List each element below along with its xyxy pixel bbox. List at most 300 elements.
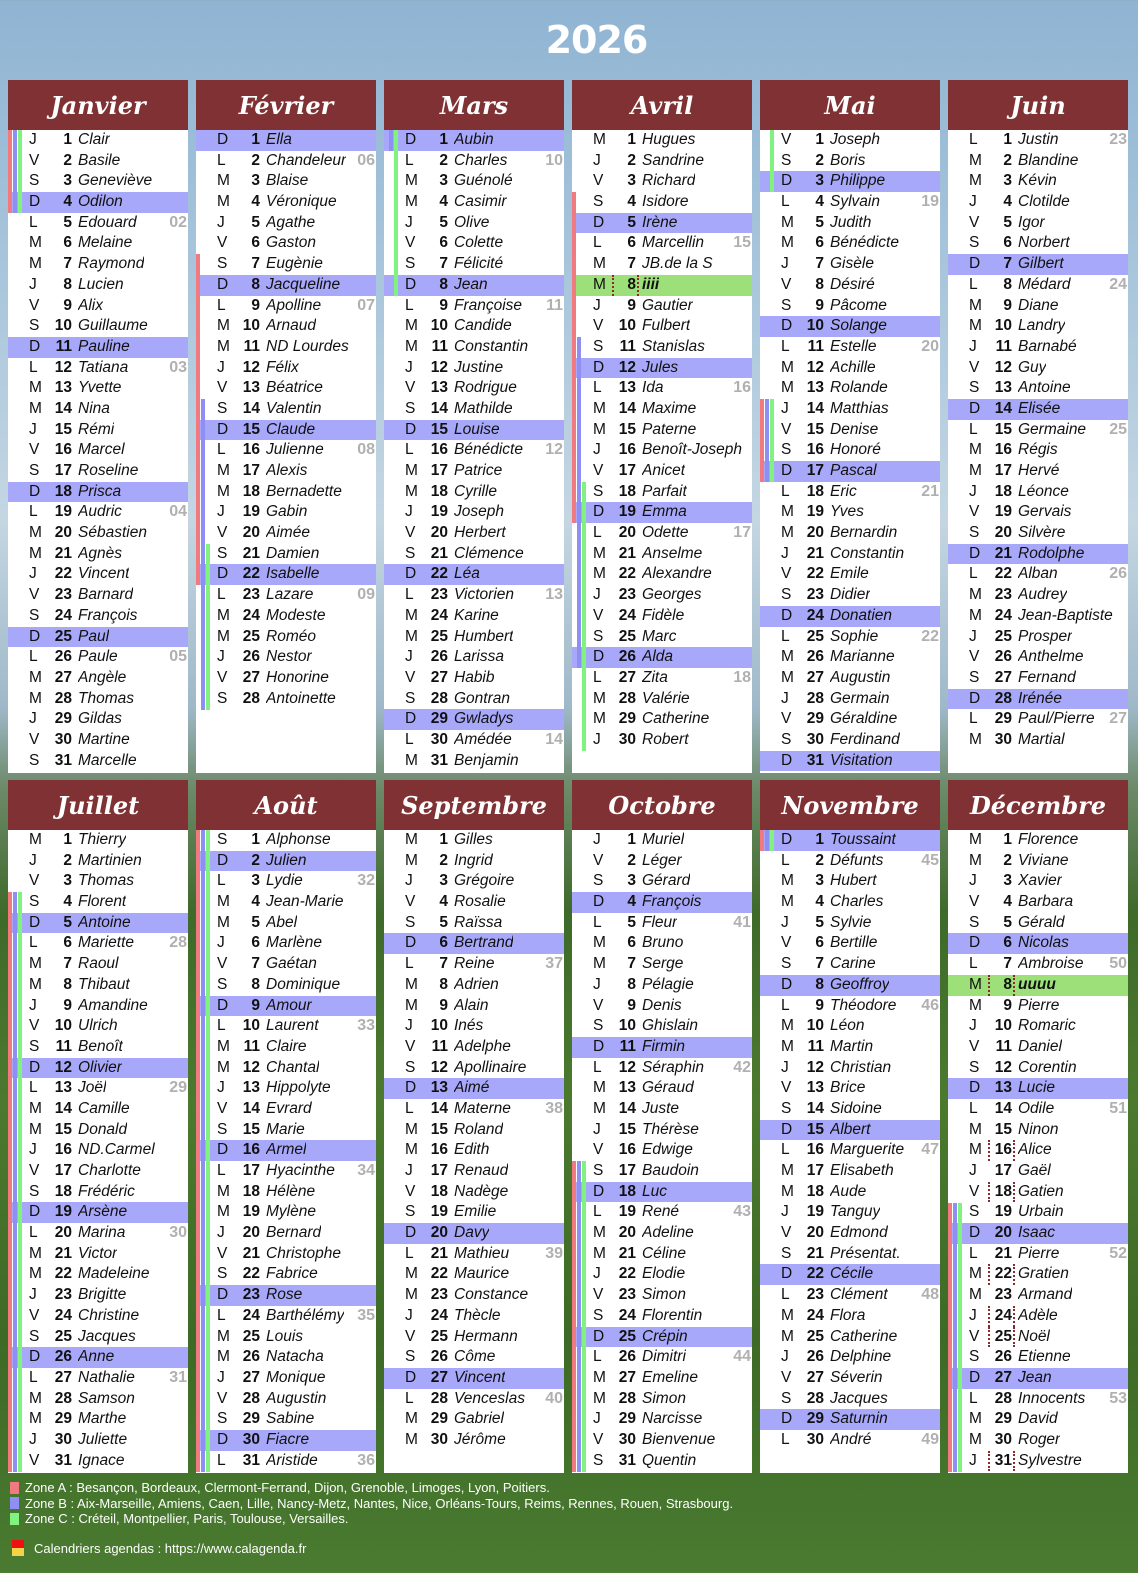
day-row[interactable] bbox=[948, 130, 1128, 151]
day-row[interactable] bbox=[8, 420, 188, 441]
day-row[interactable] bbox=[8, 192, 188, 213]
day-row[interactable] bbox=[948, 151, 1128, 172]
day-row[interactable] bbox=[384, 296, 564, 317]
day-row[interactable] bbox=[948, 213, 1128, 234]
day-row[interactable] bbox=[948, 544, 1128, 565]
day-row[interactable] bbox=[8, 1347, 188, 1368]
day-row[interactable] bbox=[8, 585, 188, 606]
day-row[interactable] bbox=[384, 585, 564, 606]
day-row[interactable] bbox=[760, 1368, 940, 1389]
day-row[interactable] bbox=[760, 337, 940, 358]
day-row[interactable] bbox=[572, 1223, 752, 1244]
day-row[interactable] bbox=[572, 1058, 752, 1079]
day-row[interactable] bbox=[760, 523, 940, 544]
day-row[interactable] bbox=[8, 1099, 188, 1120]
day-row[interactable] bbox=[948, 564, 1128, 585]
day-row[interactable] bbox=[384, 996, 564, 1017]
day-row[interactable] bbox=[8, 482, 188, 503]
day-row[interactable] bbox=[384, 151, 564, 172]
day-row[interactable] bbox=[572, 871, 752, 892]
day-row[interactable] bbox=[948, 1099, 1128, 1120]
day-row[interactable] bbox=[196, 1306, 376, 1327]
day-row[interactable] bbox=[572, 1389, 752, 1410]
day-row[interactable] bbox=[572, 913, 752, 934]
day-row[interactable] bbox=[8, 130, 188, 151]
day-row[interactable] bbox=[384, 689, 564, 710]
day-row[interactable] bbox=[572, 502, 752, 523]
day-row[interactable] bbox=[760, 482, 940, 503]
day-row[interactable] bbox=[8, 1078, 188, 1099]
day-row[interactable] bbox=[196, 1120, 376, 1141]
day-row[interactable] bbox=[572, 1368, 752, 1389]
day-row[interactable] bbox=[384, 871, 564, 892]
day-row[interactable] bbox=[948, 482, 1128, 503]
day-row[interactable] bbox=[572, 1016, 752, 1037]
day-row[interactable] bbox=[384, 233, 564, 254]
day-row[interactable] bbox=[384, 1430, 564, 1451]
day-row[interactable] bbox=[8, 213, 188, 234]
day-row[interactable] bbox=[384, 1058, 564, 1079]
day-row[interactable] bbox=[384, 316, 564, 337]
day-row[interactable] bbox=[760, 564, 940, 585]
day-row[interactable] bbox=[384, 378, 564, 399]
day-row[interactable] bbox=[8, 1389, 188, 1410]
day-row[interactable] bbox=[572, 399, 752, 420]
day-row[interactable] bbox=[572, 1037, 752, 1058]
day-row[interactable] bbox=[384, 171, 564, 192]
day-row[interactable] bbox=[948, 1078, 1128, 1099]
day-row[interactable] bbox=[572, 996, 752, 1017]
day-row[interactable] bbox=[8, 933, 188, 954]
day-row[interactable] bbox=[8, 1202, 188, 1223]
day-row[interactable] bbox=[948, 1223, 1128, 1244]
day-row[interactable] bbox=[384, 851, 564, 872]
day-row[interactable] bbox=[948, 171, 1128, 192]
day-row[interactable] bbox=[8, 440, 188, 461]
day-row[interactable] bbox=[760, 1120, 940, 1141]
day-row[interactable] bbox=[572, 1120, 752, 1141]
day-row[interactable] bbox=[8, 316, 188, 337]
day-row[interactable] bbox=[8, 871, 188, 892]
day-row[interactable] bbox=[384, 606, 564, 627]
day-row[interactable] bbox=[948, 1037, 1128, 1058]
day-row[interactable] bbox=[760, 502, 940, 523]
footer-link[interactable]: Calendriers agendas : https://www.calagenda.fr bbox=[34, 1540, 307, 1556]
day-row[interactable] bbox=[196, 1244, 376, 1265]
day-row[interactable] bbox=[760, 996, 940, 1017]
day-row[interactable] bbox=[384, 913, 564, 934]
day-row[interactable] bbox=[948, 1016, 1128, 1037]
day-row[interactable] bbox=[384, 1120, 564, 1141]
day-row[interactable] bbox=[196, 1223, 376, 1244]
day-row[interactable] bbox=[948, 233, 1128, 254]
day-row[interactable] bbox=[948, 1285, 1128, 1306]
day-row[interactable] bbox=[196, 627, 376, 648]
day-row[interactable] bbox=[760, 1430, 940, 1451]
day-row[interactable] bbox=[760, 1016, 940, 1037]
day-row[interactable] bbox=[948, 440, 1128, 461]
day-row[interactable] bbox=[760, 1223, 940, 1244]
day-row[interactable] bbox=[384, 892, 564, 913]
day-row[interactable] bbox=[196, 1327, 376, 1348]
day-row[interactable] bbox=[8, 730, 188, 751]
day-row[interactable] bbox=[948, 1058, 1128, 1079]
day-row[interactable] bbox=[384, 1347, 564, 1368]
day-row[interactable] bbox=[948, 337, 1128, 358]
day-row[interactable] bbox=[8, 975, 188, 996]
day-row[interactable] bbox=[948, 420, 1128, 441]
day-row[interactable] bbox=[384, 461, 564, 482]
day-row[interactable] bbox=[196, 296, 376, 317]
day-row[interactable] bbox=[196, 1016, 376, 1037]
day-row[interactable] bbox=[572, 358, 752, 379]
day-row[interactable] bbox=[760, 1140, 940, 1161]
day-row[interactable] bbox=[760, 689, 940, 710]
day-row[interactable] bbox=[572, 233, 752, 254]
day-row[interactable] bbox=[196, 316, 376, 337]
day-row[interactable] bbox=[760, 1389, 940, 1410]
day-row[interactable] bbox=[760, 1306, 940, 1327]
day-row[interactable] bbox=[8, 709, 188, 730]
day-row[interactable] bbox=[8, 378, 188, 399]
day-row[interactable] bbox=[384, 482, 564, 503]
day-row[interactable] bbox=[384, 1099, 564, 1120]
day-row[interactable] bbox=[8, 1140, 188, 1161]
day-row[interactable] bbox=[196, 830, 376, 851]
day-row[interactable] bbox=[384, 564, 564, 585]
day-row[interactable] bbox=[760, 1058, 940, 1079]
day-row[interactable] bbox=[196, 1037, 376, 1058]
day-row[interactable] bbox=[196, 544, 376, 565]
day-row[interactable] bbox=[196, 564, 376, 585]
day-row[interactable] bbox=[760, 151, 940, 172]
day-row[interactable] bbox=[572, 975, 752, 996]
day-row[interactable] bbox=[948, 1202, 1128, 1223]
day-row[interactable] bbox=[572, 1182, 752, 1203]
day-row[interactable] bbox=[196, 440, 376, 461]
day-row[interactable] bbox=[8, 358, 188, 379]
day-row[interactable] bbox=[384, 358, 564, 379]
day-row[interactable] bbox=[384, 399, 564, 420]
day-row[interactable] bbox=[8, 544, 188, 565]
day-row[interactable] bbox=[948, 275, 1128, 296]
day-row[interactable] bbox=[948, 606, 1128, 627]
day-row[interactable] bbox=[8, 851, 188, 872]
day-row[interactable] bbox=[948, 1451, 1128, 1472]
day-row[interactable] bbox=[948, 996, 1128, 1017]
day-row[interactable] bbox=[8, 275, 188, 296]
day-row[interactable] bbox=[572, 275, 752, 296]
day-row[interactable] bbox=[948, 254, 1128, 275]
day-row[interactable] bbox=[948, 933, 1128, 954]
day-row[interactable] bbox=[760, 1037, 940, 1058]
day-row[interactable] bbox=[572, 482, 752, 503]
day-row[interactable] bbox=[196, 668, 376, 689]
day-row[interactable] bbox=[948, 378, 1128, 399]
day-row[interactable] bbox=[948, 502, 1128, 523]
day-row[interactable] bbox=[196, 130, 376, 151]
day-row[interactable] bbox=[384, 130, 564, 151]
day-row[interactable] bbox=[948, 461, 1128, 482]
day-row[interactable] bbox=[196, 1099, 376, 1120]
day-row[interactable] bbox=[196, 1140, 376, 1161]
day-row[interactable] bbox=[196, 1161, 376, 1182]
day-row[interactable] bbox=[196, 1202, 376, 1223]
day-row[interactable] bbox=[572, 1306, 752, 1327]
day-row[interactable] bbox=[384, 337, 564, 358]
day-row[interactable] bbox=[572, 830, 752, 851]
day-row[interactable] bbox=[572, 378, 752, 399]
day-row[interactable] bbox=[196, 1347, 376, 1368]
day-row[interactable] bbox=[572, 892, 752, 913]
day-row[interactable] bbox=[572, 1202, 752, 1223]
day-row[interactable] bbox=[196, 358, 376, 379]
day-row[interactable] bbox=[8, 1037, 188, 1058]
day-row[interactable] bbox=[8, 1244, 188, 1265]
day-row[interactable] bbox=[572, 523, 752, 544]
day-row[interactable] bbox=[572, 337, 752, 358]
day-row[interactable] bbox=[760, 378, 940, 399]
day-row[interactable] bbox=[8, 668, 188, 689]
day-row[interactable] bbox=[572, 1451, 752, 1472]
day-row[interactable] bbox=[572, 1099, 752, 1120]
day-row[interactable] bbox=[572, 171, 752, 192]
day-row[interactable] bbox=[948, 954, 1128, 975]
day-row[interactable] bbox=[8, 1285, 188, 1306]
day-row[interactable] bbox=[8, 689, 188, 710]
day-row[interactable] bbox=[196, 1368, 376, 1389]
day-row[interactable] bbox=[384, 502, 564, 523]
day-row[interactable] bbox=[384, 709, 564, 730]
day-row[interactable] bbox=[760, 171, 940, 192]
day-row[interactable] bbox=[760, 851, 940, 872]
day-row[interactable] bbox=[948, 1182, 1128, 1203]
day-row[interactable] bbox=[8, 1223, 188, 1244]
day-row[interactable] bbox=[8, 1368, 188, 1389]
day-row[interactable] bbox=[384, 1285, 564, 1306]
day-row[interactable] bbox=[760, 830, 940, 851]
day-row[interactable] bbox=[760, 1327, 940, 1348]
day-row[interactable] bbox=[572, 564, 752, 585]
day-row[interactable] bbox=[384, 1037, 564, 1058]
day-row[interactable] bbox=[196, 192, 376, 213]
day-row[interactable] bbox=[196, 996, 376, 1017]
day-row[interactable] bbox=[760, 461, 940, 482]
day-row[interactable] bbox=[572, 1347, 752, 1368]
day-row[interactable] bbox=[572, 1285, 752, 1306]
day-row[interactable] bbox=[760, 399, 940, 420]
day-row[interactable] bbox=[948, 975, 1128, 996]
day-row[interactable] bbox=[384, 627, 564, 648]
day-row[interactable] bbox=[760, 1078, 940, 1099]
day-row[interactable] bbox=[8, 1327, 188, 1348]
day-row[interactable] bbox=[948, 709, 1128, 730]
day-row[interactable] bbox=[760, 275, 940, 296]
day-row[interactable] bbox=[948, 1430, 1128, 1451]
day-row[interactable] bbox=[384, 1244, 564, 1265]
day-row[interactable] bbox=[8, 233, 188, 254]
day-row[interactable] bbox=[572, 420, 752, 441]
day-row[interactable] bbox=[384, 1202, 564, 1223]
day-row[interactable] bbox=[196, 585, 376, 606]
day-row[interactable] bbox=[760, 751, 940, 772]
day-row[interactable] bbox=[384, 1264, 564, 1285]
day-row[interactable] bbox=[572, 316, 752, 337]
day-row[interactable] bbox=[760, 975, 940, 996]
day-row[interactable] bbox=[384, 544, 564, 565]
day-row[interactable] bbox=[384, 213, 564, 234]
day-row[interactable] bbox=[384, 192, 564, 213]
day-row[interactable] bbox=[948, 1306, 1128, 1327]
day-row[interactable] bbox=[384, 647, 564, 668]
day-row[interactable] bbox=[760, 254, 940, 275]
day-row[interactable] bbox=[572, 933, 752, 954]
day-row[interactable] bbox=[760, 1409, 940, 1430]
day-row[interactable] bbox=[196, 689, 376, 710]
day-row[interactable] bbox=[196, 851, 376, 872]
day-row[interactable] bbox=[384, 1306, 564, 1327]
day-row[interactable] bbox=[760, 606, 940, 627]
day-row[interactable] bbox=[760, 192, 940, 213]
day-row[interactable] bbox=[8, 523, 188, 544]
day-row[interactable] bbox=[8, 913, 188, 934]
day-row[interactable] bbox=[8, 171, 188, 192]
day-row[interactable] bbox=[948, 830, 1128, 851]
day-row[interactable] bbox=[760, 213, 940, 234]
day-row[interactable] bbox=[196, 399, 376, 420]
day-row[interactable] bbox=[196, 1182, 376, 1203]
day-row[interactable] bbox=[572, 1409, 752, 1430]
day-row[interactable] bbox=[572, 1140, 752, 1161]
day-row[interactable] bbox=[572, 1078, 752, 1099]
day-row[interactable] bbox=[760, 1161, 940, 1182]
day-row[interactable] bbox=[384, 254, 564, 275]
day-row[interactable] bbox=[8, 1016, 188, 1037]
day-row[interactable] bbox=[572, 851, 752, 872]
day-row[interactable] bbox=[948, 358, 1128, 379]
day-row[interactable] bbox=[572, 585, 752, 606]
day-row[interactable] bbox=[196, 647, 376, 668]
day-row[interactable] bbox=[948, 1409, 1128, 1430]
day-row[interactable] bbox=[760, 730, 940, 751]
day-row[interactable] bbox=[948, 1368, 1128, 1389]
day-row[interactable] bbox=[760, 1202, 940, 1223]
day-row[interactable] bbox=[196, 378, 376, 399]
day-row[interactable] bbox=[384, 1140, 564, 1161]
day-row[interactable] bbox=[760, 316, 940, 337]
day-row[interactable] bbox=[572, 709, 752, 730]
day-row[interactable] bbox=[760, 627, 940, 648]
day-row[interactable] bbox=[196, 151, 376, 172]
day-row[interactable] bbox=[196, 1451, 376, 1472]
day-row[interactable] bbox=[572, 627, 752, 648]
day-row[interactable] bbox=[196, 254, 376, 275]
day-row[interactable] bbox=[572, 254, 752, 275]
day-row[interactable] bbox=[196, 1058, 376, 1079]
day-row[interactable] bbox=[760, 358, 940, 379]
day-row[interactable] bbox=[760, 668, 940, 689]
day-row[interactable] bbox=[948, 1140, 1128, 1161]
day-row[interactable] bbox=[760, 585, 940, 606]
day-row[interactable] bbox=[572, 1327, 752, 1348]
day-row[interactable] bbox=[760, 1264, 940, 1285]
day-row[interactable] bbox=[384, 1016, 564, 1037]
day-row[interactable] bbox=[384, 1182, 564, 1203]
day-row[interactable] bbox=[8, 647, 188, 668]
day-row[interactable] bbox=[8, 502, 188, 523]
day-row[interactable] bbox=[8, 296, 188, 317]
day-row[interactable] bbox=[948, 1244, 1128, 1265]
day-row[interactable] bbox=[196, 871, 376, 892]
day-row[interactable] bbox=[572, 647, 752, 668]
day-row[interactable] bbox=[384, 275, 564, 296]
day-row[interactable] bbox=[8, 1409, 188, 1430]
day-row[interactable] bbox=[8, 954, 188, 975]
day-row[interactable] bbox=[760, 1099, 940, 1120]
day-row[interactable] bbox=[8, 399, 188, 420]
day-row[interactable] bbox=[196, 171, 376, 192]
day-row[interactable] bbox=[196, 275, 376, 296]
day-row[interactable] bbox=[196, 523, 376, 544]
day-row[interactable] bbox=[948, 668, 1128, 689]
day-row[interactable] bbox=[760, 954, 940, 975]
day-row[interactable] bbox=[196, 954, 376, 975]
day-row[interactable] bbox=[196, 213, 376, 234]
day-row[interactable] bbox=[572, 151, 752, 172]
day-row[interactable] bbox=[948, 1327, 1128, 1348]
day-row[interactable] bbox=[760, 871, 940, 892]
day-row[interactable] bbox=[196, 461, 376, 482]
day-row[interactable] bbox=[760, 1182, 940, 1203]
day-row[interactable] bbox=[196, 606, 376, 627]
day-row[interactable] bbox=[572, 954, 752, 975]
day-row[interactable] bbox=[948, 647, 1128, 668]
day-row[interactable] bbox=[948, 296, 1128, 317]
day-row[interactable] bbox=[948, 399, 1128, 420]
day-row[interactable] bbox=[948, 627, 1128, 648]
day-row[interactable] bbox=[572, 296, 752, 317]
day-row[interactable] bbox=[196, 892, 376, 913]
day-row[interactable] bbox=[8, 1264, 188, 1285]
day-row[interactable] bbox=[384, 730, 564, 751]
day-row[interactable] bbox=[196, 1430, 376, 1451]
day-row[interactable] bbox=[760, 440, 940, 461]
day-row[interactable] bbox=[196, 1264, 376, 1285]
day-row[interactable] bbox=[948, 1264, 1128, 1285]
day-row[interactable] bbox=[384, 1078, 564, 1099]
day-row[interactable] bbox=[196, 1078, 376, 1099]
day-row[interactable] bbox=[760, 892, 940, 913]
day-row[interactable] bbox=[948, 1120, 1128, 1141]
day-row[interactable] bbox=[572, 730, 752, 751]
day-row[interactable] bbox=[572, 192, 752, 213]
day-row[interactable] bbox=[8, 606, 188, 627]
day-row[interactable] bbox=[384, 1409, 564, 1430]
day-row[interactable] bbox=[384, 751, 564, 772]
day-row[interactable] bbox=[196, 975, 376, 996]
day-row[interactable] bbox=[948, 523, 1128, 544]
day-row[interactable] bbox=[948, 851, 1128, 872]
day-row[interactable] bbox=[948, 913, 1128, 934]
day-row[interactable] bbox=[8, 1182, 188, 1203]
day-row[interactable] bbox=[8, 254, 188, 275]
day-row[interactable] bbox=[8, 996, 188, 1017]
day-row[interactable] bbox=[572, 440, 752, 461]
day-row[interactable] bbox=[572, 1244, 752, 1265]
day-row[interactable] bbox=[760, 913, 940, 934]
day-row[interactable] bbox=[384, 1368, 564, 1389]
day-row[interactable] bbox=[948, 1161, 1128, 1182]
